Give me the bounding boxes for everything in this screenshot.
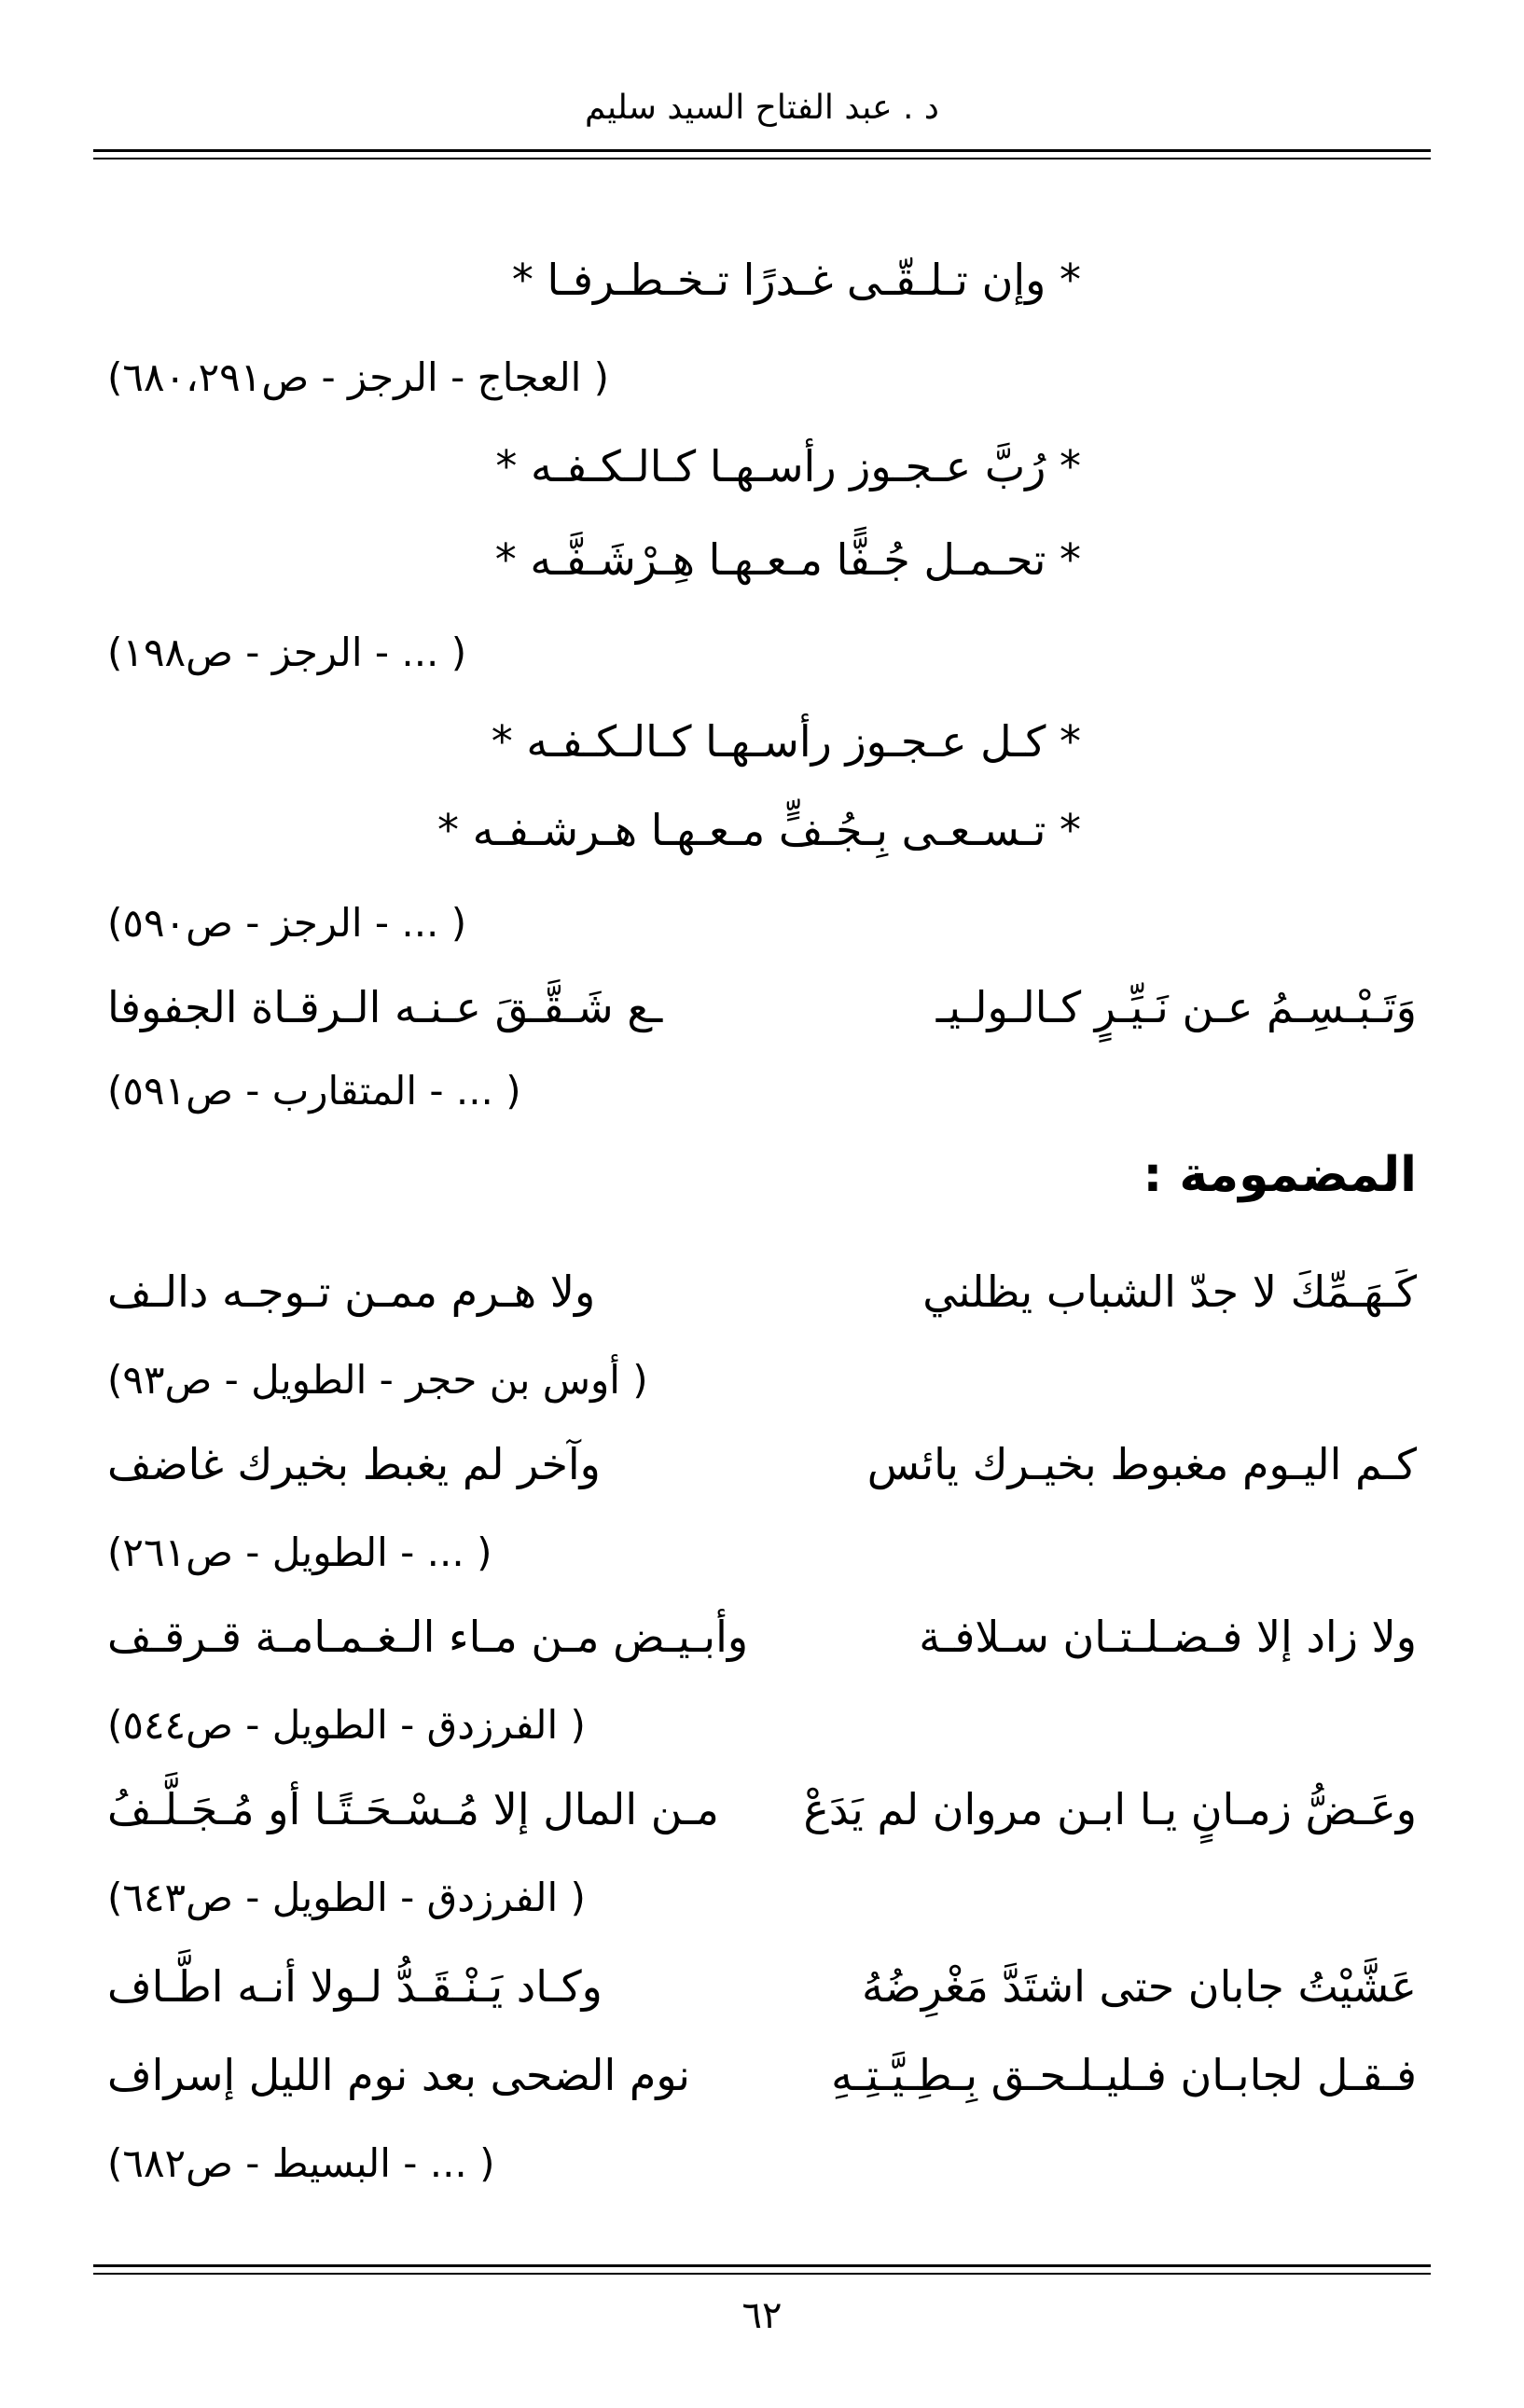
hemistich-left: ولا هـرم ممـن تـوجـه دالـف bbox=[107, 1266, 596, 1317]
hemistich-left: وأبـيـض مـن مـاء الـغـمـامـة قـرقـف bbox=[107, 1612, 749, 1662]
hemistich-right: كَـهَـمِّكَ لا جدّ الشباب يظلني bbox=[922, 1266, 1417, 1317]
citation: ( ... - البسيط - ص٦٨٢) bbox=[107, 2140, 495, 2186]
citation: ( ... - الرجز - ص١٩٨) bbox=[107, 630, 467, 675]
verse-line: * كـل عـجـوز رأسـهـا كـالـكـفـه * bbox=[491, 716, 1081, 767]
hemistich-left: وآخر لم يغبط بخيرك غاضف bbox=[107, 1439, 601, 1489]
citation: ( أوس بن حجر - الطويل - ص٩٣) bbox=[107, 1357, 648, 1403]
section-title: المضمومة : bbox=[1143, 1147, 1417, 1203]
hemistich-left: مـن المال إلا مُـسْـحَـتًـا أو مُـجَـلَّـفُ bbox=[107, 1784, 719, 1834]
verse-line: * وإن تـلـقّـى غـدرًا تـخـطـرفـا * bbox=[511, 255, 1081, 305]
header-rule bbox=[93, 149, 1431, 159]
citation: ( ... - الطويل - ص٢٦١) bbox=[107, 1529, 492, 1575]
verse-line: * تـسـعـى بِـجُـفٍّ مـعـهـا هـرشـفـه * bbox=[437, 805, 1081, 855]
citation: ( الفرزدق - الطويل - ص٥٤٤) bbox=[107, 1702, 586, 1748]
verse-line: * رُبَّ عـجـوز رأسـهـا كـالـكـفـه * bbox=[495, 441, 1081, 491]
running-header: د . عبد الفتاح السيد سليم bbox=[585, 89, 939, 127]
citation: ( ... - المتقارب - ص٥٩١) bbox=[107, 1068, 521, 1114]
citation: ( الفرزدق - الطويل - ص٦٤٣) bbox=[107, 1875, 586, 1920]
hemistich-left: ـع شَـقَّـقَ عـنـه الـرقـاة الجفوفا bbox=[107, 982, 663, 1032]
citation: ( العجاج - الرجز - ص٦٨٠،٢٩١) bbox=[107, 354, 610, 400]
verse-line: * تحـمـل جُـفًّا مـعـهـا هِـرْشَـفَّـه * bbox=[494, 534, 1081, 585]
citation: ( ... - الرجز - ص٥٩٠) bbox=[107, 900, 467, 946]
hemistich-right: وَتَـبْـسِـمُ عـن نَـيِّـرٍ كـالـولـيـ bbox=[935, 982, 1417, 1032]
hemistich-left: نوم الضحى بعد نوم الليل إسراف bbox=[107, 2050, 690, 2100]
hemistich-left: وكـاد يَـنْـقَـدُّ لـولا أنـه اطَّـاف bbox=[107, 1961, 603, 2012]
hemistich-right: ولا زاد إلا فـضـلـتـان سـلافـة bbox=[919, 1612, 1417, 1662]
footer-rule bbox=[93, 2264, 1431, 2275]
hemistich-right: فـقـل لجابـان فـليـلـحـق بِـطِـيَّـتِـهِ bbox=[831, 2050, 1417, 2100]
hemistich-right: كـم اليـوم مغبوط بخيـرك يائس bbox=[866, 1439, 1417, 1489]
hemistich-right: وعَـضُّ زمـانٍ يـا ابـن مروان لم يَدَعْ bbox=[803, 1784, 1417, 1834]
hemistich-right: عَشَّيْتُ جابان حتى اشتَدَّ مَغْرِضُهُ bbox=[861, 1961, 1417, 2012]
page-number: ٦٢ bbox=[741, 2294, 783, 2337]
